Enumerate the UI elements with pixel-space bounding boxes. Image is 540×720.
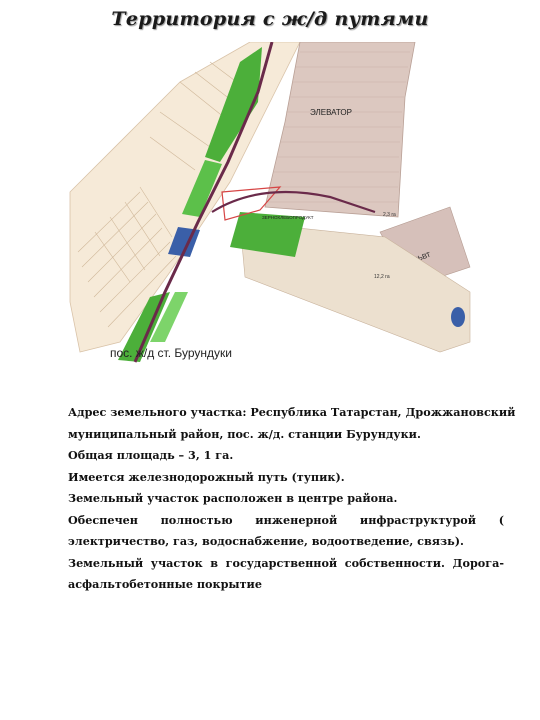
area-label-small: 2,3 га — [383, 212, 396, 218]
site-map — [0, 42, 540, 377]
address-line-2: муниципальный район, пос. ж/д. станции Бурундуки. — [68, 426, 421, 441]
area-line: Общая площадь – 3, 1 га. — [68, 448, 234, 462]
infrastructure-line: Обеспечен полностью инженерной инфраструктурой ( — [68, 512, 504, 527]
utilities-line: электричество, газ, водоснабжение, водоотведение, связь). — [68, 534, 464, 548]
parcel-label: ЗЕРНОХЛЕБОПРОДУКТ — [262, 215, 314, 220]
address-line: Адрес земельного участка: Республика Татарстан, Дрожжановский — [68, 405, 516, 419]
ownership-line: Земельный участок в государственной собственности. Дорога- — [68, 555, 504, 570]
location-line: Земельный участок расположен в центре района. — [68, 491, 398, 505]
elevator-building — [265, 42, 415, 217]
road-line: асфальтобетонные покрытие — [68, 577, 262, 591]
settlement-label: пос. ж/д ст. Бурундуки — [110, 346, 232, 360]
elevator-label: ЭЛЕВАТОР — [310, 108, 352, 117]
railway-line: Имеется железнодорожный путь (тупик). — [68, 469, 345, 484]
area-label-large: 12,2 га — [374, 274, 390, 280]
map-background-area — [70, 42, 300, 352]
pond-marker — [451, 307, 465, 327]
page-title: Территория с ж/д путями — [111, 8, 429, 30]
description — [68, 402, 516, 596]
